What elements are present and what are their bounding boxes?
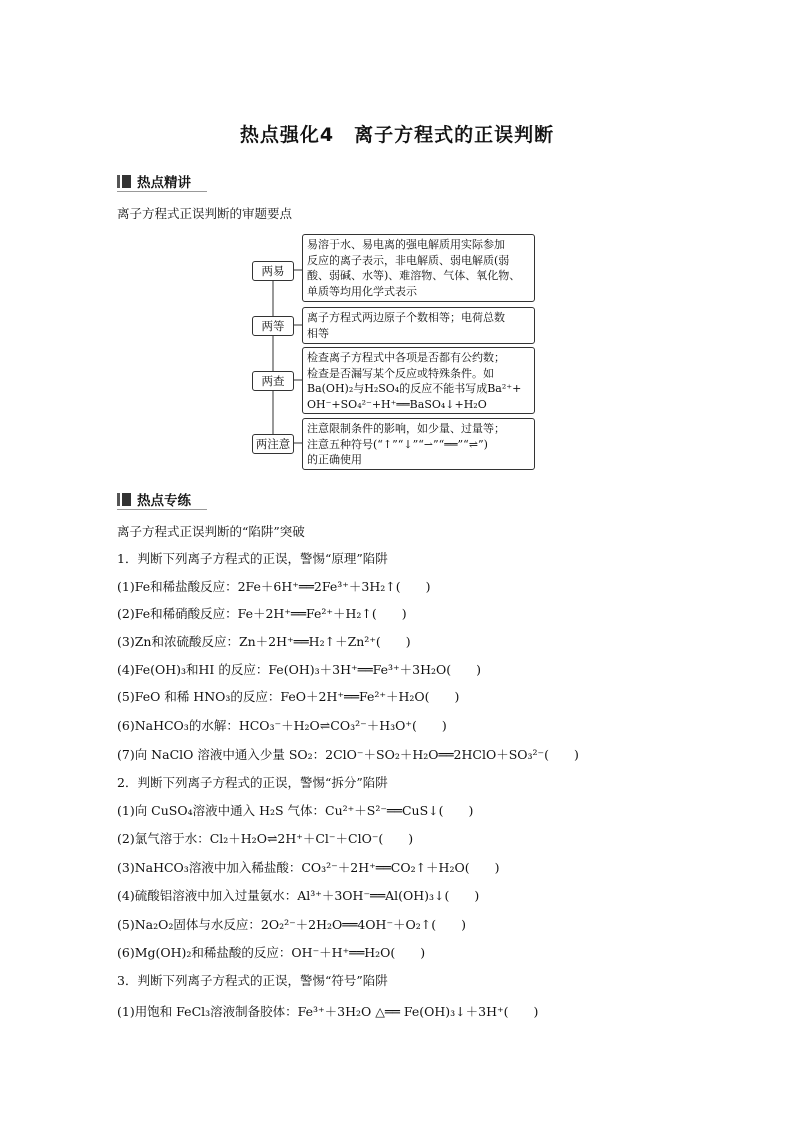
question-heading-1: 1．判断下列离子方程式的正误，警惕“原理”陷阱 xyxy=(117,551,388,566)
desc-line: 离子方程式两边原子个数相等；电荷总数 xyxy=(307,311,505,324)
label-liangzhuyi: 两注意 xyxy=(252,434,294,454)
review-points-diagram xyxy=(250,232,550,472)
section-label: 热点精讲 xyxy=(137,175,191,191)
question-item: (3)Zn和浓硫酸反应：Zn＋2H⁺══H₂↑＋Zn²⁺( ) xyxy=(117,634,411,649)
question-item: (4)硫酸铝溶液中加入过量氨水：Al³⁺＋3OH⁻══Al(OH)₃↓( ) xyxy=(117,888,480,903)
desc-line: 反应的离子表示，非电解质、弱电解质(弱 xyxy=(307,253,510,267)
desc-line: 相等 xyxy=(307,326,329,340)
question-item: (6)NaHCO₃的水解：HCO₃⁻＋H₂O⇌CO₃²⁻＋H₃O⁺( ) xyxy=(117,718,447,733)
label-liangdeng: 两等 xyxy=(252,316,294,336)
desc-line: 酸、弱碱、水等)、难溶物、气体、氧化物、 xyxy=(307,269,521,282)
section-heading-1 xyxy=(117,172,195,190)
desc-line: 单质等均用化学式表示 xyxy=(307,284,417,298)
intro-text: 离子方程式正误判断的审题要点 xyxy=(117,206,293,221)
desc-liangdeng xyxy=(302,307,535,344)
question-item: (4)Fe(OH)₃和HI 的反应：Fe(OH)₃＋3H⁺══Fe³⁺＋3H₂O( ) xyxy=(117,662,481,677)
label-liangyi: 两易 xyxy=(252,261,294,281)
question-item: (1)用饱和 FeCl₃溶液制备胶体：Fe³⁺＋3H₂O △══ Fe(OH)₃↓＋3H⁺( ) xyxy=(117,1004,539,1019)
section-marker-icon xyxy=(117,175,131,188)
practice-intro: 离子方程式正误判断的“陷阱”突破 xyxy=(117,524,305,539)
question-item: (6)Mg(OH)₂和稀盐酸的反应：OH⁻＋H⁺══H₂O( ) xyxy=(117,945,426,960)
section-heading-2 xyxy=(117,490,195,508)
question-item: (2)Fe和稀硝酸反应：Fe＋2H⁺══Fe²⁺＋H₂↑( ) xyxy=(117,606,407,621)
page-title: 热点强化4 离子方程式的正误判断 xyxy=(239,124,555,146)
question-heading-2: 2．判断下列离子方程式的正误，警惕“拆分”陷阱 xyxy=(117,775,388,790)
desc-line: 检查是否漏写某个反应或特殊条件。如 xyxy=(307,366,494,380)
desc-liangcha xyxy=(302,347,535,414)
desc-line: 检查离子方程式中各项是否都有公约数； xyxy=(307,351,505,364)
question-item: (5)Na₂O₂固体与水反应：2O₂²⁻＋2H₂O══4OH⁻＋O₂↑( ) xyxy=(117,917,467,932)
section-label: 热点专练 xyxy=(137,493,191,509)
desc-line: OH⁻+SO₄²⁻+H⁺══BaSO₄↓+H₂O xyxy=(307,397,487,411)
label-liangcha: 两查 xyxy=(252,371,294,391)
section-rule xyxy=(117,191,207,192)
desc-liangzhuyi xyxy=(302,418,535,470)
desc-liangyi xyxy=(302,234,535,302)
question-heading-3: 3．判断下列离子方程式的正误，警惕“符号”陷阱 xyxy=(117,973,388,988)
desc-line: 注意限制条件的影响，如少量、过量等； xyxy=(307,422,505,435)
question-item: (2)氯气溶于水：Cl₂＋H₂O⇌2H⁺＋Cl⁻＋ClO⁻( ) xyxy=(117,831,414,846)
question-item: (1)向 CuSO₄溶液中通入 H₂S 气体：Cu²⁺＋S²⁻══CuS↓( ) xyxy=(117,803,474,818)
question-item: (1)Fe和稀盐酸反应：2Fe＋6H⁺══2Fe³⁺＋3H₂↑( ) xyxy=(117,579,431,594)
question-item: (7)向 NaClO 溶液中通入少量 SO₂：2ClO⁻＋SO₂＋H₂O══2HClO＋SO₃²⁻( ) xyxy=(117,747,579,762)
section-rule xyxy=(117,509,207,510)
desc-line: 易溶于水、易电离的强电解质用实际参加 xyxy=(307,238,505,251)
desc-line: 的正确使用 xyxy=(307,453,362,466)
desc-line: 注意五种符号(“↑”“↓”“⇀”“══”“⇌”) xyxy=(307,437,488,451)
desc-line: Ba(OH)₂与H₂SO₄的反应不能书写成Ba²⁺+ xyxy=(307,382,522,395)
section-marker-icon xyxy=(117,493,131,506)
question-item: (3)NaHCO₃溶液中加入稀盐酸：CO₃²⁻＋2H⁺══CO₂↑＋H₂O( ) xyxy=(117,860,500,875)
question-item: (5)FeO 和稀 HNO₃的反应：FeO＋2H⁺══Fe²⁺＋H₂O( ) xyxy=(117,689,460,704)
